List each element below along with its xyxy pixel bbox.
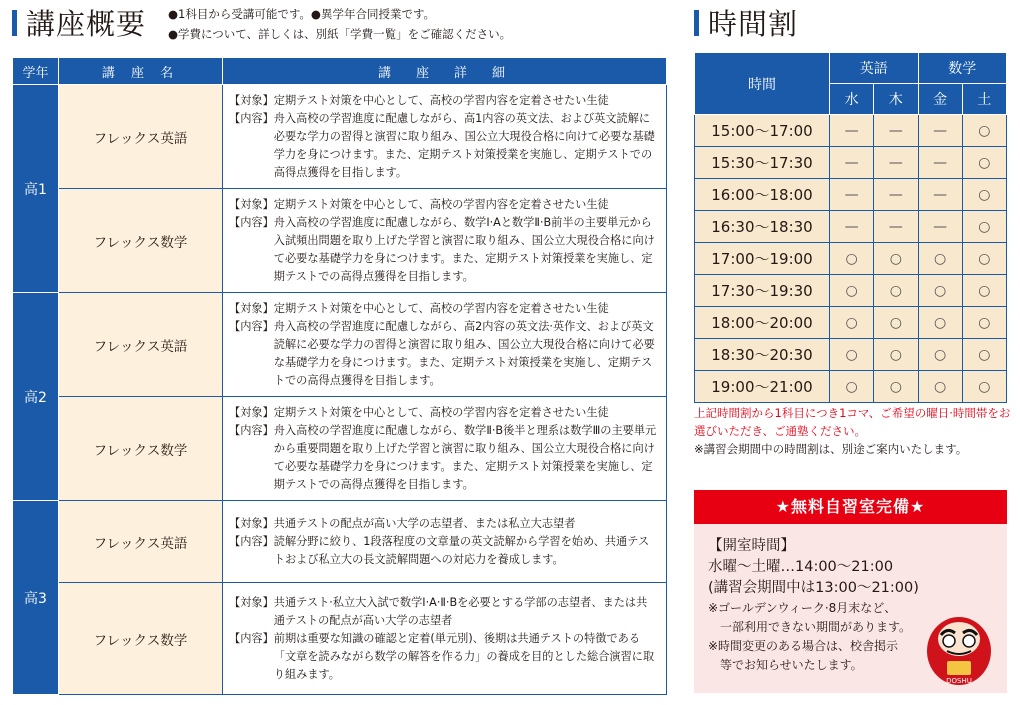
timetable-mark: ○	[962, 307, 1006, 339]
timetable-mark: —	[830, 211, 874, 243]
detail-text: 定期テスト対策を中心として、高校の学習内容を定着させたい生徒	[273, 405, 609, 419]
timetable-note: ※講習会期間中の時間割は、別途ご案内いたします。	[694, 442, 968, 456]
timetable-time: 16:30〜18:30	[695, 211, 830, 243]
timetable-time: 17:00〜19:00	[695, 243, 830, 275]
timetable-mark: —	[918, 147, 962, 179]
timetable-mark: ○	[874, 243, 918, 275]
timetable	[694, 52, 1007, 403]
timetable-mark: ○	[962, 243, 1006, 275]
detail-tag: 【対象】	[229, 93, 274, 107]
detail-text: 定期テスト対策を中心として、高校の学習内容を定着させたい生徒	[273, 197, 609, 211]
timetable-day: 土	[962, 84, 1006, 115]
timetable-row	[695, 179, 1007, 211]
course-name: フレックス英語	[59, 85, 223, 189]
timetable-mark: ○	[918, 307, 962, 339]
course-table	[12, 57, 667, 695]
study-room-box	[694, 490, 1007, 693]
timetable-time: 15:00〜17:00	[695, 115, 830, 147]
timetable-title: 時間割	[708, 7, 799, 41]
timetable-mark: —	[918, 211, 962, 243]
timetable-row	[695, 211, 1007, 243]
detail-text: 共通テストの配点が高い大学の志望者、または私立大志望者	[273, 516, 576, 530]
detail-tag: 【対象】	[229, 595, 274, 609]
timetable-mark: —	[830, 179, 874, 211]
detail-text: 舟入高校の学習進度に配慮しながら、高1内容の英文法、および英文読解に必要な学力の習得と演習に取り組み、国公立大現役合格に向けて必要な基礎学力を身につけます。また、定期テスト対策授業を実施し、定期テストでの高得点獲得を目指します。	[273, 111, 655, 179]
detail-text: 舟入高校の学習進度に配慮しながら、数学Ⅱ·B後半と理系は数学Ⅲの主要単元から重要問題を取り上げた学習と演習に取り組み、国公立大現役合格に向けて必要な基礎学力を身につけます。また、定期テスト対策授業を実施し、定期テストでの高得点獲得を目指します。	[273, 423, 657, 491]
timetable-mark: ○	[874, 275, 918, 307]
timetable-time: 18:30〜20:30	[695, 339, 830, 371]
timetable-mark: —	[874, 179, 918, 211]
timetable-mark: —	[874, 147, 918, 179]
course-row	[13, 397, 667, 501]
course-name: フレックス数学	[59, 397, 223, 501]
timetable-time: 15:30〜17:30	[695, 147, 830, 179]
timetable-mark: —	[874, 115, 918, 147]
timetable-row	[695, 243, 1007, 275]
detail-text: 読解分野に絞り、1段落程度の文章量の英文読解から学習を始め、共通テストおよび私立大の長文読解問題への対応力を養成します。	[273, 534, 650, 566]
timetable-day: 金	[918, 84, 962, 115]
timetable-mark: —	[918, 179, 962, 211]
study-room-title: ★無料自習室完備★	[694, 490, 1007, 524]
study-room-note: ※時間変更のある場合は、校舎掲示	[708, 639, 899, 653]
daruma-icon	[925, 609, 993, 687]
course-name: フレックス英語	[59, 501, 223, 583]
course-detail	[223, 397, 667, 501]
detail-text: 舟入高校の学習進度に配慮しながら、高2内容の英文法·英作文、および英文読解に必要な学力の習得と演習に取り組み、国公立大現役合格に向けて必要な基礎学力を身につけます。また、定期テスト対策授業を実施し、定期テストでの高得点獲得を目指します。	[273, 319, 655, 387]
timetable-mark: ○	[962, 211, 1006, 243]
detail-line	[229, 196, 658, 214]
detail-line	[229, 318, 658, 390]
timetable-mark: ○	[962, 339, 1006, 371]
timetable-row	[695, 307, 1007, 339]
detail-tag: 【内容】	[229, 215, 274, 229]
timetable-row	[695, 147, 1007, 179]
course-row	[13, 85, 667, 189]
header-detail: 講 座 詳 細	[223, 58, 667, 85]
timetable-row	[695, 275, 1007, 307]
study-room-note: 等でお知らせいたします。	[720, 658, 863, 672]
course-name: フレックス数学	[59, 189, 223, 293]
timetable-mark: ○	[962, 275, 1006, 307]
daruma-text: DOSHU	[946, 677, 972, 685]
detail-line	[229, 422, 658, 494]
course-detail	[223, 85, 667, 189]
timetable-mark: ○	[874, 371, 918, 403]
detail-line	[229, 630, 658, 684]
course-row	[13, 583, 667, 695]
overview-note: ●1科目から受講可能です。●異学年合同授業です。	[168, 7, 436, 21]
study-room-hours-session: (講習会期間中は13:00〜21:00)	[708, 580, 919, 596]
timetable-title-bar	[694, 10, 699, 36]
detail-text: 前期は重要な知識の確認と定着(単元別)、後期は共通テストの特徴である「文章を読みながら数学の解答を作る力」の養成を目的とした総合演習に取り組みます。	[273, 631, 655, 681]
timetable-day: 水	[830, 84, 874, 115]
timetable-mark: ○	[962, 115, 1006, 147]
timetable-mark: ○	[918, 371, 962, 403]
timetable-mark: ○	[962, 147, 1006, 179]
timetable-header-math: 数学	[918, 53, 1007, 84]
detail-line	[229, 300, 658, 318]
timetable-mark: ○	[962, 371, 1006, 403]
timetable-mark: —	[830, 147, 874, 179]
timetable-time: 17:30〜19:30	[695, 275, 830, 307]
detail-text: 舟入高校の学習進度に配慮しながら、数学Ⅰ·Aと数学Ⅱ·B前半の主要単元から入試頻出問題を取り上げた学習と演習に取り組み、国公立大現役合格に向けて必要な基礎学力を身につけます。また、定期テスト対策授業を実施し、定期テストでの高得点獲得を目指します。	[273, 215, 655, 283]
detail-tag: 【内容】	[229, 319, 274, 333]
detail-tag: 【内容】	[229, 111, 274, 125]
timetable-time: 16:00〜18:00	[695, 179, 830, 211]
course-table-header	[13, 58, 667, 85]
course-detail	[223, 583, 667, 695]
detail-line	[229, 110, 658, 182]
study-room-open-label: 【開室時間】	[708, 538, 795, 554]
timetable-mark: ○	[874, 307, 918, 339]
timetable-mark: ○	[918, 243, 962, 275]
overview-note: ●学費について、詳しくは、別紙「学費一覧」をご確認ください。	[168, 27, 512, 41]
timetable-mark: ○	[830, 339, 874, 371]
course-row	[13, 293, 667, 397]
course-detail	[223, 293, 667, 397]
timetable-mark: —	[918, 115, 962, 147]
study-room-note: 一部利用できない期間があります。	[720, 620, 912, 634]
timetable-mark: ○	[918, 275, 962, 307]
header-course: 講 座 名	[59, 58, 223, 85]
detail-line	[229, 533, 658, 569]
course-row	[13, 189, 667, 293]
header-grade: 学年	[13, 58, 59, 85]
study-room-note: ※ゴールデンウィーク·8月末など、	[708, 601, 897, 615]
course-name: フレックス英語	[59, 293, 223, 397]
timetable-mark: ○	[962, 179, 1006, 211]
timetable-time: 18:00〜20:00	[695, 307, 830, 339]
timetable-row	[695, 115, 1007, 147]
timetable-row	[695, 371, 1007, 403]
detail-tag: 【対象】	[229, 405, 274, 419]
timetable-mark: ○	[874, 339, 918, 371]
grade-cell: 高1	[13, 85, 59, 293]
grade-cell: 高3	[13, 501, 59, 695]
timetable-mark: ○	[830, 371, 874, 403]
detail-tag: 【対象】	[229, 197, 274, 211]
detail-tag: 【内容】	[229, 423, 274, 437]
course-row	[13, 501, 667, 583]
detail-tag: 【内容】	[229, 534, 274, 548]
detail-line	[229, 404, 658, 422]
detail-tag: 【対象】	[229, 301, 274, 315]
detail-text: 定期テスト対策を中心として、高校の学習内容を定着させたい生徒	[273, 93, 609, 107]
timetable-mark: ○	[830, 275, 874, 307]
timetable-header-time: 時間	[695, 53, 830, 115]
timetable-mark: ○	[830, 307, 874, 339]
detail-line	[229, 92, 658, 110]
study-room-hours: 水曜〜土曜…14:00〜21:00	[708, 559, 894, 575]
detail-line	[229, 515, 658, 533]
timetable-day: 木	[874, 84, 918, 115]
detail-text: 共通テスト·私立大入試で数学Ⅰ·A·Ⅱ·Bを必要とする学部の志望者、または共通テストの配点が高い大学の志望者	[273, 595, 648, 627]
course-detail	[223, 501, 667, 583]
course-detail	[223, 189, 667, 293]
grade-cell: 高2	[13, 293, 59, 501]
timetable-row	[695, 339, 1007, 371]
course-name: フレックス数学	[59, 583, 223, 695]
overview-title: 講座概要	[26, 7, 147, 41]
detail-tag: 【内容】	[229, 631, 274, 645]
detail-tag: 【対象】	[229, 516, 274, 530]
overview-notes	[168, 4, 511, 44]
detail-line	[229, 594, 658, 630]
timetable-mark: ○	[918, 339, 962, 371]
detail-line	[229, 214, 658, 286]
title-bar	[12, 10, 17, 36]
timetable-mark: —	[874, 211, 918, 243]
timetable-time: 19:00〜21:00	[695, 371, 830, 403]
detail-text: 定期テスト対策を中心として、高校の学習内容を定着させたい生徒	[273, 301, 609, 315]
timetable-mark: —	[830, 115, 874, 147]
timetable-red-note: 上記時間割から1科目につき1コマ、ご希望の曜日·時間帯をお選びいただき、ご通塾ください。	[694, 406, 1011, 438]
timetable-mark: ○	[830, 243, 874, 275]
timetable-header-english: 英語	[830, 53, 919, 84]
